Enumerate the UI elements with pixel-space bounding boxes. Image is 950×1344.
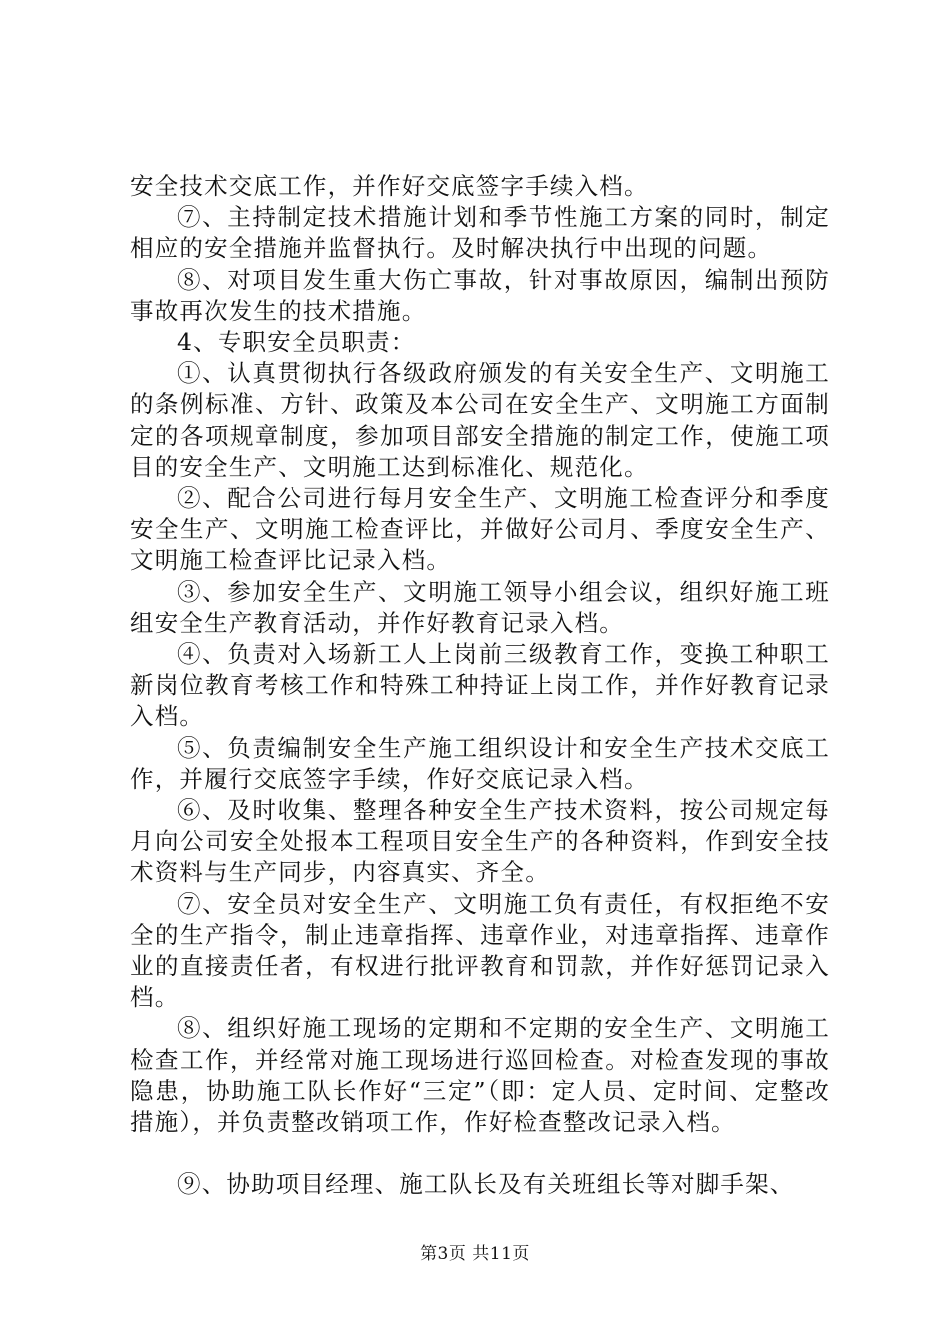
paragraph-item-4: ④、负责对入场新工人上岗前三级教育工作，变换工种职工新岗位教育考核工作和特殊工种持证上岗工作，并作好教育记录入档。	[130, 640, 830, 731]
paragraph-item-8: ⑧、组织好施工现场的定期和不定期的安全生产、文明施工检查工作，并经常对施工现场进行巡回检查。对检查发现的事故隐患，协助施工队长作好“三定”（即：定人员、定时间、定整改措施），并负责整改销项工作，作好检查整改记录入档。	[130, 1014, 830, 1137]
paragraph-item-7-tech: ⑦、主持制定技术措施计划和季节性施工方案的同时，制定相应的安全措施并监督执行。及时解决执行中出现的问题。	[130, 203, 830, 263]
paragraph-item-5: ⑤、负责编制安全生产施工组织设计和安全生产技术交底工作，并履行交底签字手续，作好交底记录入档。	[130, 733, 830, 793]
paragraph-continuation: 安全技术交底工作，并作好交底签字手续入档。	[130, 172, 649, 200]
paragraph-item-7: ⑦、安全员对安全生产、文明施工负有责任，有权拒绝不安全的生产指令，制止违章指挥、违章作业，对违章指挥、违章作业的直接责任者，有权进行批评教育和罚款，并作好惩罚记录入档。	[130, 889, 830, 1012]
section-heading-safety-officer: 4、专职安全员职责：	[177, 328, 416, 357]
paragraph-item-6: ⑥、及时收集、整理各种安全生产技术资料，按公司规定每月向公司安全处报本工程项目安全生产的各种资料，作到安全技术资料与生产同步，内容真实、齐全。	[130, 796, 830, 887]
paragraph-item-2: ②、配合公司进行每月安全生产、文明施工检查评分和季度安全生产、文明施工检查评比，并做好公司月、季度安全生产、文明施工检查评比记录入档。	[130, 484, 830, 575]
page-number-footer: 第3页 共11页	[420, 1244, 530, 1264]
paragraph-item-9: ⑨、协助项目经理、施工队长及有关班组长等对脚手架、	[177, 1170, 795, 1199]
paragraph-item-1: ①、认真贯彻执行各级政府颁发的有关安全生产、文明施工的条例标准、方针、政策及本公司在安全生产、文明施工方面制定的各项规章制度，参加项目部安全措施的制定工作，使施工项目的安全生产、文明施工达到标准化、规范化。	[130, 359, 830, 481]
paragraph-item-8-tech: ⑧、对项目发生重大伤亡事故，针对事故原因，编制出预防事故再次发生的技术措施。	[130, 265, 830, 325]
document-body	[130, 171, 830, 1201]
paragraph-item-3: ③、参加安全生产、文明施工领导小组会议，组织好施工班组安全生产教育活动，并作好教育记录入档。	[130, 577, 830, 637]
